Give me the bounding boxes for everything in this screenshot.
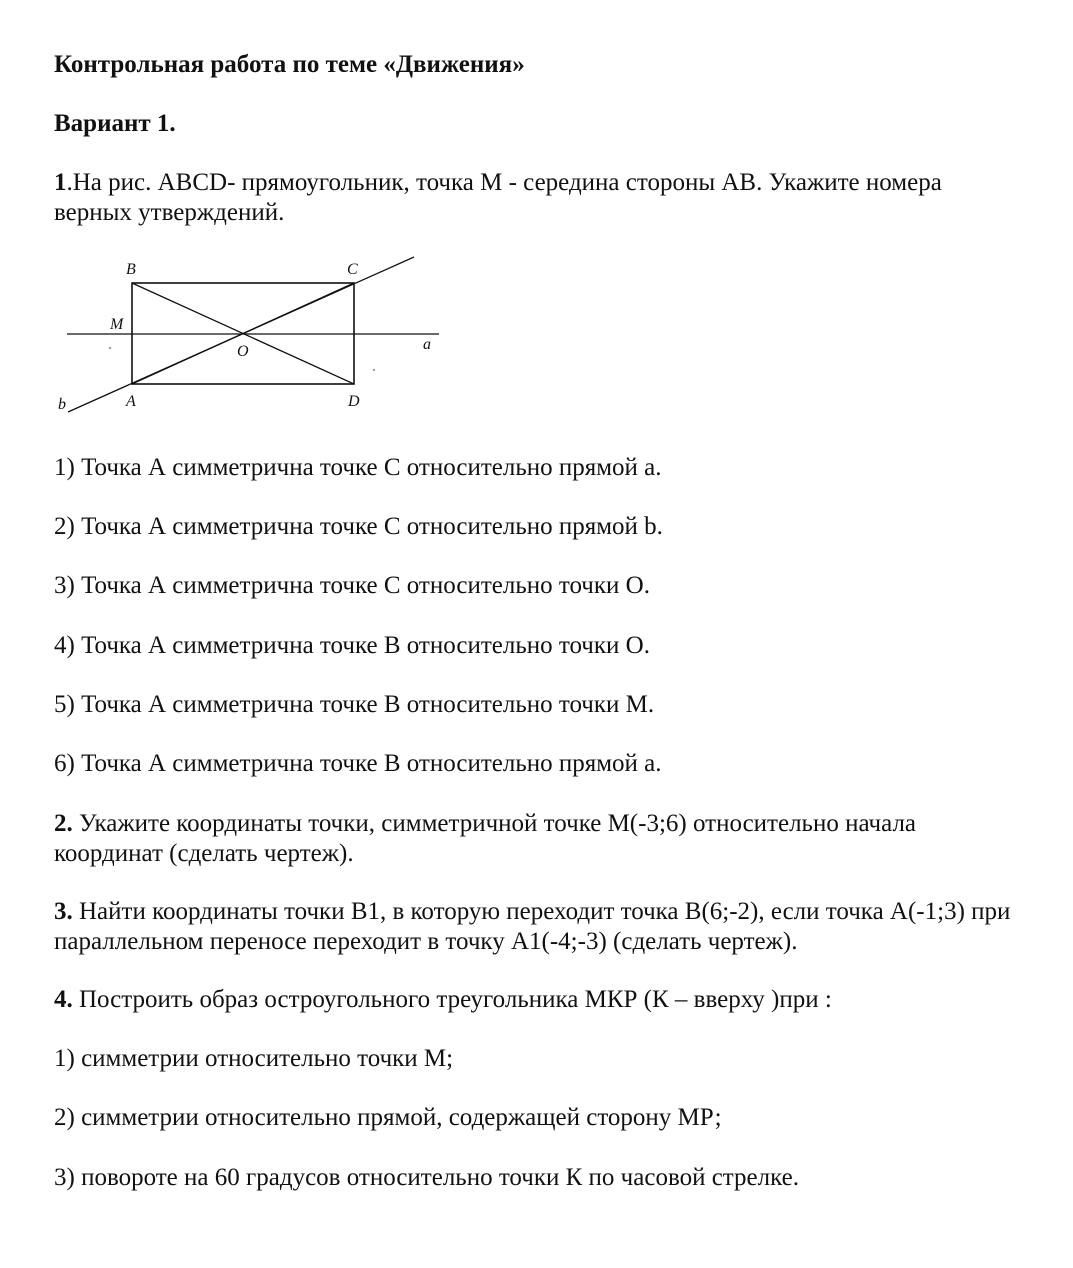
task3-line2: параллельном переносе переходит в точку А1(-4;-3) (сделать чертеж). (54, 928, 798, 955)
statement-4: 4) Точка А симметрична точке В относительно точки О. (54, 632, 650, 659)
statement-6: 6) Точка А симметрична точке В относительно прямой а. (54, 750, 662, 777)
task3-line1 (54, 897, 1010, 927)
task2-number: 2. (54, 810, 73, 837)
variant-heading: Вариант 1. (54, 110, 176, 137)
figure-dot-left (109, 347, 111, 349)
statement-2: 2) Точка А симметрична точке С относительно прямой b. (54, 513, 663, 540)
label-b-vertex: B (126, 261, 136, 278)
task3-number: 3. (54, 898, 73, 925)
task2-line2: координат (сделать чертеж). (54, 840, 354, 867)
rectangle-figure-svg (54, 250, 454, 425)
label-a-vertex: A (126, 393, 136, 410)
task4-item-2: 2) симметрии относительно прямой, содержащей сторону МР; (54, 1104, 722, 1131)
label-m-point: M (110, 316, 124, 333)
task4-item-1: 1) симметрии относительно точки М; (54, 1045, 454, 1072)
task1-text: .На рис. ABCD- прямоугольник, точка М - середина стороны АВ. Укажите номера (66, 169, 942, 196)
statement-5: 5) Точка А симметрична точке В относительно точки М. (54, 691, 655, 718)
task4-line1 (54, 985, 832, 1015)
task4-text: Построить образ остроугольного треугольника МКР (К – вверху )при : (72, 986, 832, 1013)
task4-item-3: 3) повороте на 60 градусов относительно точки К по часовой стрелке. (54, 1164, 799, 1191)
label-line-b: b (58, 396, 66, 413)
task1-number: 1 (54, 169, 67, 196)
label-d-vertex: D (348, 393, 360, 410)
worksheet-title: Контрольная работа по теме «Движения» (54, 51, 525, 78)
statement-1: 1) Точка А симметрична точке С относительно прямой а. (54, 454, 662, 481)
statement-3: 3) Точка А симметрична точке С относительно точки О. (54, 572, 650, 599)
task2-line1 (54, 809, 916, 839)
label-o-point: O (237, 343, 249, 360)
label-c-vertex: C (347, 261, 358, 278)
task2-text: Укажите координаты точки, симметричной точке М(-3;6) относительно начала (72, 810, 917, 837)
task4-number: 4. (54, 986, 73, 1013)
task1-line2: верных утверждений. (54, 199, 285, 226)
label-line-a: a (423, 336, 431, 353)
task1-line1 (54, 168, 942, 198)
rectangle-figure (54, 250, 454, 430)
task3-text: Найти координаты точки В1, в которую переходит точка В(6;-2), если точка А(-1;3) при (72, 898, 1011, 925)
figure-dot-right (373, 369, 375, 371)
